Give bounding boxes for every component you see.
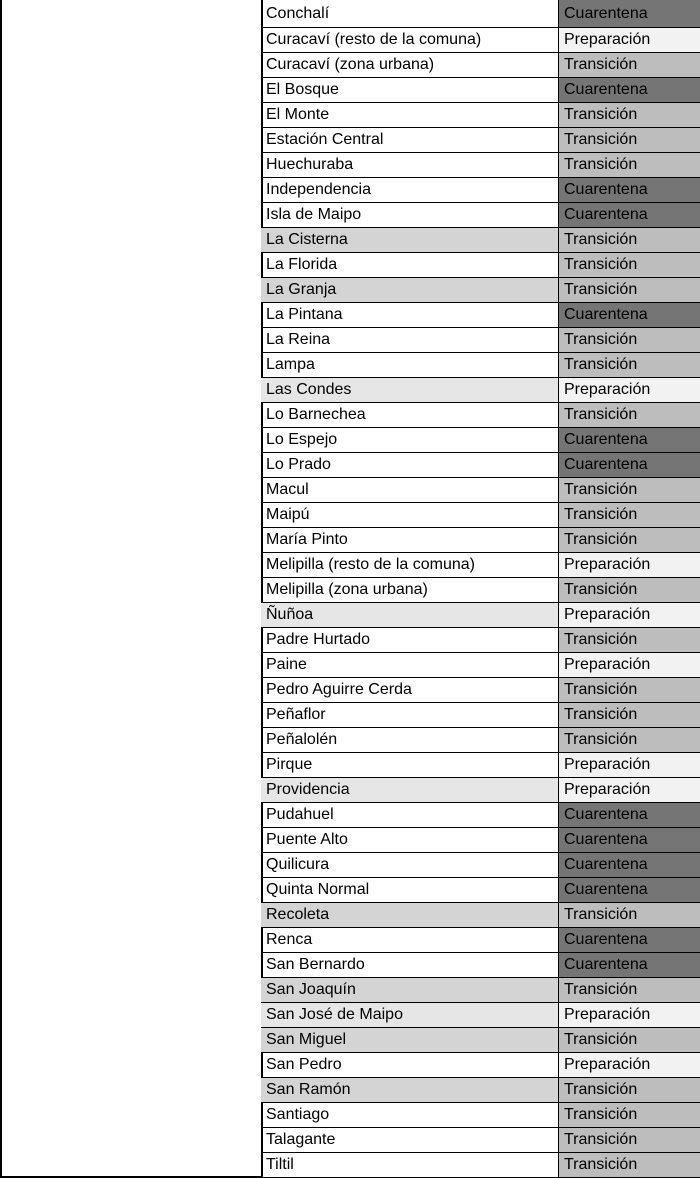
comuna-name-cell: Curacaví (resto de la comuna) bbox=[261, 28, 559, 52]
comuna-name-cell: Puente Alto bbox=[261, 828, 559, 852]
phase-status-cell: Transición bbox=[559, 253, 700, 277]
table-row bbox=[261, 453, 700, 478]
comuna-name-cell: Pudahuel bbox=[261, 803, 559, 827]
comuna-name-cell: Santiago bbox=[261, 1103, 559, 1127]
table-row bbox=[261, 28, 700, 53]
phase-status-cell: Cuarentena bbox=[559, 828, 700, 852]
phase-status-cell: Preparación bbox=[559, 653, 700, 677]
table-row bbox=[261, 628, 700, 653]
phase-status-cell: Cuarentena bbox=[559, 878, 700, 902]
table-row bbox=[261, 328, 700, 353]
comuna-name-cell: Quinta Normal bbox=[261, 878, 559, 902]
table-row bbox=[261, 403, 700, 428]
table-row bbox=[261, 703, 700, 728]
comuna-name-cell: María Pinto bbox=[261, 528, 559, 552]
table-row bbox=[261, 953, 700, 978]
comuna-name-cell: La Cisterna bbox=[261, 228, 559, 252]
phase-status-cell: Cuarentena bbox=[559, 303, 700, 327]
phase-status-cell: Cuarentena bbox=[559, 178, 700, 202]
phase-status-cell: Preparación bbox=[559, 28, 700, 52]
phase-status-cell: Transición bbox=[559, 128, 700, 152]
table-row bbox=[261, 1053, 700, 1078]
table-row bbox=[261, 128, 700, 153]
comuna-name-cell: Pedro Aguirre Cerda bbox=[261, 678, 559, 702]
comuna-name-cell: La Granja bbox=[261, 278, 559, 302]
phase-status-cell: Preparación bbox=[559, 753, 700, 777]
phase-status-cell: Cuarentena bbox=[559, 953, 700, 977]
phase-status-cell: Transición bbox=[559, 728, 700, 752]
table-rows bbox=[261, 0, 700, 1178]
phase-status-cell: Transición bbox=[559, 53, 700, 77]
comuna-name-cell: Independencia bbox=[261, 178, 559, 202]
comuna-name-cell: San Miguel bbox=[261, 1028, 559, 1052]
phase-status-cell: Preparación bbox=[559, 603, 700, 627]
comuna-name-cell: Curacaví (zona urbana) bbox=[261, 53, 559, 77]
table-row bbox=[261, 78, 700, 103]
phase-status-cell: Cuarentena bbox=[559, 0, 700, 27]
comuna-name-cell: El Monte bbox=[261, 103, 559, 127]
table-row bbox=[261, 428, 700, 453]
comuna-name-cell: Quilicura bbox=[261, 853, 559, 877]
comuna-name-cell: La Reina bbox=[261, 328, 559, 352]
phase-status-cell: Preparación bbox=[559, 378, 700, 402]
phase-status-cell: Transición bbox=[559, 403, 700, 427]
phase-status-cell: Preparación bbox=[559, 553, 700, 577]
table-row bbox=[261, 1028, 700, 1053]
phase-status-cell: Cuarentena bbox=[559, 428, 700, 452]
table-row bbox=[261, 503, 700, 528]
table-row bbox=[261, 803, 700, 828]
comuna-name-cell: La Florida bbox=[261, 253, 559, 277]
table-row bbox=[261, 1153, 700, 1178]
table-row bbox=[261, 928, 700, 953]
table-row bbox=[261, 103, 700, 128]
phase-status-cell: Transición bbox=[559, 153, 700, 177]
comuna-name-cell: Macul bbox=[261, 478, 559, 502]
table-row bbox=[261, 828, 700, 853]
table-row bbox=[261, 303, 700, 328]
comuna-name-cell: Lo Espejo bbox=[261, 428, 559, 452]
comuna-name-cell: El Bosque bbox=[261, 78, 559, 102]
table-row bbox=[261, 728, 700, 753]
table-row bbox=[261, 978, 700, 1003]
phase-status-cell: Transición bbox=[559, 1103, 700, 1127]
table-row bbox=[261, 53, 700, 78]
table-row bbox=[261, 903, 700, 928]
phase-status-cell: Transición bbox=[559, 1153, 700, 1177]
phase-status-cell: Preparación bbox=[559, 778, 700, 802]
phase-status-cell: Cuarentena bbox=[559, 928, 700, 952]
comuna-name-cell: Pirque bbox=[261, 753, 559, 777]
comuna-name-cell: Renca bbox=[261, 928, 559, 952]
table-row bbox=[261, 153, 700, 178]
comuna-name-cell: Melipilla (resto de la comuna) bbox=[261, 553, 559, 577]
table-row bbox=[261, 678, 700, 703]
phase-status-cell: Preparación bbox=[559, 1003, 700, 1027]
comuna-name-cell: Padre Hurtado bbox=[261, 628, 559, 652]
table-row bbox=[261, 1103, 700, 1128]
phase-status-cell: Cuarentena bbox=[559, 203, 700, 227]
comuna-name-cell: Estación Central bbox=[261, 128, 559, 152]
table-row bbox=[261, 1128, 700, 1153]
comuna-name-cell: Lo Barnechea bbox=[261, 403, 559, 427]
table-row bbox=[261, 1003, 700, 1028]
region-merged-cell bbox=[0, 0, 263, 1178]
comuna-name-cell: San Bernardo bbox=[261, 953, 559, 977]
table-row bbox=[261, 653, 700, 678]
table-row bbox=[261, 553, 700, 578]
comuna-name-cell: Peñaflor bbox=[261, 703, 559, 727]
phase-status-cell: Transición bbox=[559, 1078, 700, 1102]
table-row bbox=[261, 778, 700, 803]
comuna-name-cell: Conchalí bbox=[261, 0, 559, 27]
comuna-name-cell: Ñuñoa bbox=[261, 603, 559, 627]
phase-status-cell: Transición bbox=[559, 678, 700, 702]
phase-status-cell: Transición bbox=[559, 503, 700, 527]
comuna-name-cell: Maipú bbox=[261, 503, 559, 527]
comuna-name-cell: San Pedro bbox=[261, 1053, 559, 1077]
phase-status-cell: Transición bbox=[559, 478, 700, 502]
table-row bbox=[261, 203, 700, 228]
comuna-name-cell: Lo Prado bbox=[261, 453, 559, 477]
comuna-name-cell: San José de Maipo bbox=[261, 1003, 559, 1027]
comuna-name-cell: La Pintana bbox=[261, 303, 559, 327]
phase-status-cell: Transición bbox=[559, 528, 700, 552]
table-row bbox=[261, 578, 700, 603]
phase-status-cell: Transición bbox=[559, 628, 700, 652]
table-row bbox=[261, 0, 700, 28]
comuna-name-cell: Tiltil bbox=[261, 1153, 559, 1177]
comuna-name-cell: Lampa bbox=[261, 353, 559, 377]
comuna-name-cell: San Joaquín bbox=[261, 978, 559, 1002]
comuna-name-cell: Las Condes bbox=[261, 378, 559, 402]
phase-status-cell: Transición bbox=[559, 1128, 700, 1152]
table-row bbox=[261, 178, 700, 203]
comuna-name-cell: San Ramón bbox=[261, 1078, 559, 1102]
table-row bbox=[261, 753, 700, 778]
comuna-name-cell: Isla de Maipo bbox=[261, 203, 559, 227]
phase-status-cell: Cuarentena bbox=[559, 853, 700, 877]
table-row bbox=[261, 278, 700, 303]
phase-status-cell: Transición bbox=[559, 278, 700, 302]
table-row bbox=[261, 1078, 700, 1103]
table-row bbox=[261, 878, 700, 903]
phase-status-cell: Transición bbox=[559, 228, 700, 252]
comuna-name-cell: Paine bbox=[261, 653, 559, 677]
table-row bbox=[261, 353, 700, 378]
phase-status-cell: Transición bbox=[559, 703, 700, 727]
phase-status-cell: Preparación bbox=[559, 1053, 700, 1077]
table-row bbox=[261, 378, 700, 403]
phase-status-cell: Transición bbox=[559, 103, 700, 127]
comuna-name-cell: Huechuraba bbox=[261, 153, 559, 177]
table-row bbox=[261, 853, 700, 878]
phase-status-cell: Transición bbox=[559, 328, 700, 352]
comuna-name-cell: Talagante bbox=[261, 1128, 559, 1152]
phase-status-cell: Cuarentena bbox=[559, 453, 700, 477]
table-row bbox=[261, 603, 700, 628]
phase-status-cell: Transición bbox=[559, 1028, 700, 1052]
comuna-name-cell: Melipilla (zona urbana) bbox=[261, 578, 559, 602]
phase-status-cell: Transición bbox=[559, 978, 700, 1002]
phase-status-cell: Cuarentena bbox=[559, 78, 700, 102]
comuna-name-cell: Recoleta bbox=[261, 903, 559, 927]
phase-status-cell: Cuarentena bbox=[559, 803, 700, 827]
comuna-name-cell: Peñalolén bbox=[261, 728, 559, 752]
table-row bbox=[261, 253, 700, 278]
phase-status-cell: Transición bbox=[559, 578, 700, 602]
phase-status-cell: Transición bbox=[559, 353, 700, 377]
comuna-name-cell: Providencia bbox=[261, 778, 559, 802]
table-row bbox=[261, 228, 700, 253]
phase-status-cell: Transición bbox=[559, 903, 700, 927]
table-row bbox=[261, 478, 700, 503]
table-row bbox=[261, 528, 700, 553]
